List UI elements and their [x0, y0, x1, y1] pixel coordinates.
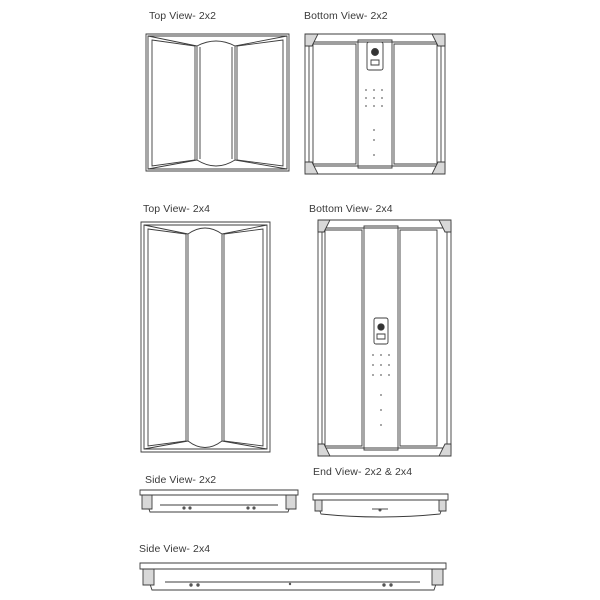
end-view-drawing — [313, 494, 448, 517]
label-bottom-view-2x2: Bottom View- 2x2 — [304, 10, 388, 22]
side-view-2x4-drawing — [140, 563, 446, 590]
label-end-view: End View- 2x2 & 2x4 — [313, 466, 413, 478]
label-side-view-2x2: Side View- 2x2 — [145, 474, 217, 486]
label-top-view-2x2: Top View- 2x2 — [149, 10, 217, 22]
top-view-2x2-drawing — [146, 34, 289, 171]
top-view-2x4-drawing — [141, 222, 270, 452]
label-top-view-2x4: Top View- 2x4 — [143, 203, 211, 215]
bottom-view-2x4-drawing — [318, 220, 451, 456]
side-view-2x2-drawing — [140, 490, 298, 512]
label-bottom-view-2x4: Bottom View- 2x4 — [309, 203, 393, 215]
label-side-view-2x4: Side View- 2x4 — [139, 543, 211, 555]
bottom-view-2x2-drawing — [305, 34, 445, 174]
